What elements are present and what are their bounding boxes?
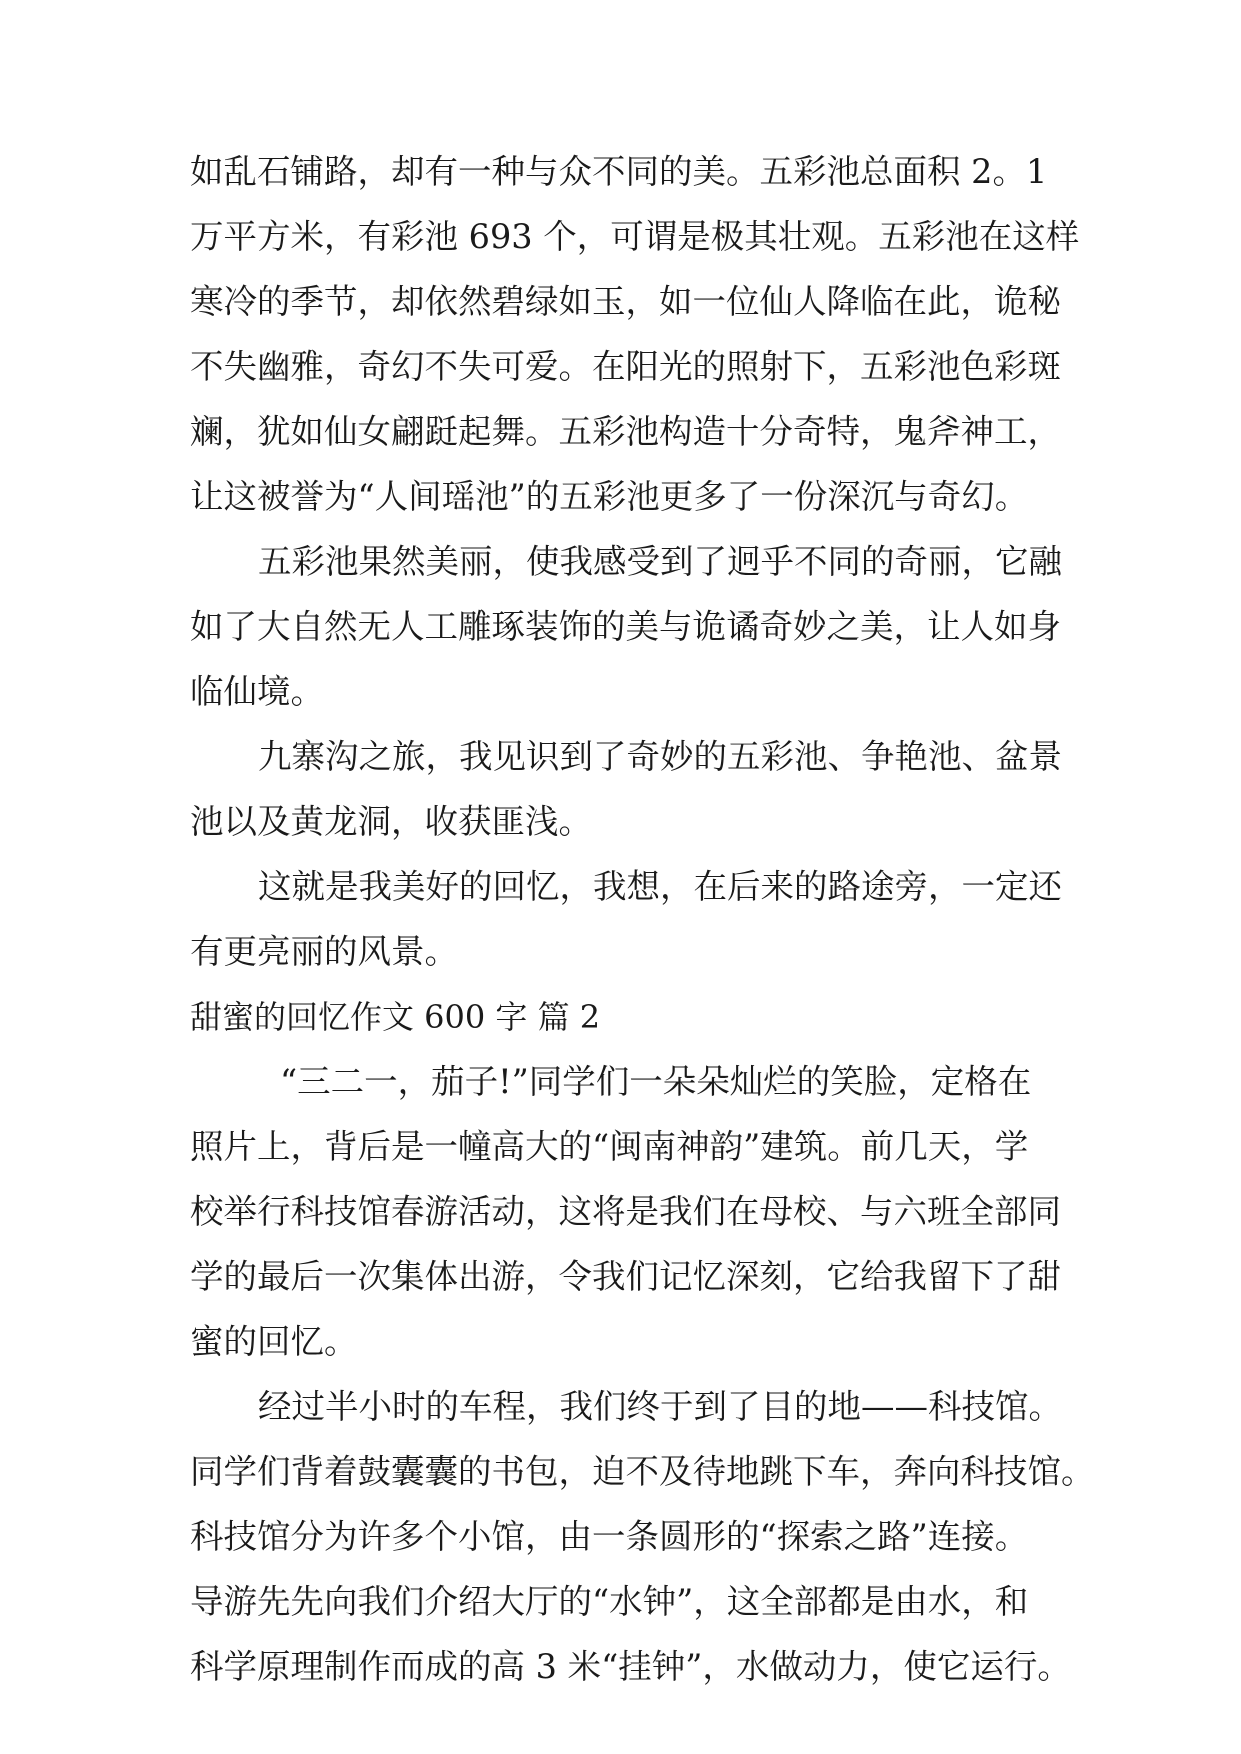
text-line: 如乱石铺路，却有一种与众不同的美。五彩池总面积 2。1 xyxy=(190,152,1048,191)
text-line: 如了大自然无人工雕琢装饰的美与诡谲奇妙之美，让人如身 xyxy=(190,607,1061,646)
text-line: 斓，犹如仙女翩跹起舞。五彩池构造十分奇特，鬼斧神工， xyxy=(190,412,1061,451)
text-line: 学的最后一次集体出游，令我们记忆深刻，它给我留下了甜 xyxy=(190,1257,1061,1296)
text-line: 照片上，背后是一幢高大的“闽南神韵”建筑。前几天，学 xyxy=(190,1127,1029,1166)
text-line: 蜜的回忆。 xyxy=(190,1322,358,1361)
text-line: 池以及黄龙洞，收获匪浅。 xyxy=(190,802,592,841)
text-line: 寒冷的季节，却依然碧绿如玉，如一位仙人降临在此，诡秘 xyxy=(190,282,1061,321)
text-line: 同学们背着鼓囊囊的书包，迫不及待地跳下车，奔向科技馆。 xyxy=(190,1452,1095,1491)
text-line: 有更亮丽的风景。 xyxy=(190,932,458,971)
text-line: 临仙境。 xyxy=(190,672,324,711)
section-heading: 甜蜜的回忆作文 600 字 篇 2 xyxy=(190,998,601,1036)
paragraph-first-line: 这就是我美好的回忆，我想，在后来的路途旁，一定还 xyxy=(258,867,1062,906)
text-line: 让这被誉为“人间瑶池”的五彩池更多了一份深沉与奇幻。 xyxy=(190,477,1029,516)
paragraph-first-line: 五彩池果然美丽，使我感受到了迥乎不同的奇丽，它融 xyxy=(258,542,1062,581)
text-line: 不失幽雅，奇幻不失可爱。在阳光的照射下，五彩池色彩斑 xyxy=(190,347,1061,386)
text-line: 导游先先向我们介绍大厅的“水钟”，这全部都是由水，和 xyxy=(190,1582,1029,1621)
text-line: 科技馆分为许多个小馆，由一条圆形的“探索之路”连接。 xyxy=(190,1517,1029,1556)
paragraph-first-line: “三二一，茄子!”同学们一朵朵灿烂的笑脸，定格在 xyxy=(280,1062,1032,1101)
text-line: 校举行科技馆春游活动，这将是我们在母校、与六班全部同 xyxy=(190,1192,1061,1231)
paragraph-first-line: 九寨沟之旅，我见识到了奇妙的五彩池、争艳池、盆景 xyxy=(258,737,1062,776)
paragraph-first-line: 经过半小时的车程，我们终于到了目的地——科技馆。 xyxy=(258,1387,1062,1426)
text-line: 科学原理制作而成的高 3 米“挂钟”，水做动力，使它运行。 xyxy=(190,1647,1071,1686)
text-line: 万平方米，有彩池 693 个，可谓是极其壮观。五彩池在这样 xyxy=(190,217,1080,256)
